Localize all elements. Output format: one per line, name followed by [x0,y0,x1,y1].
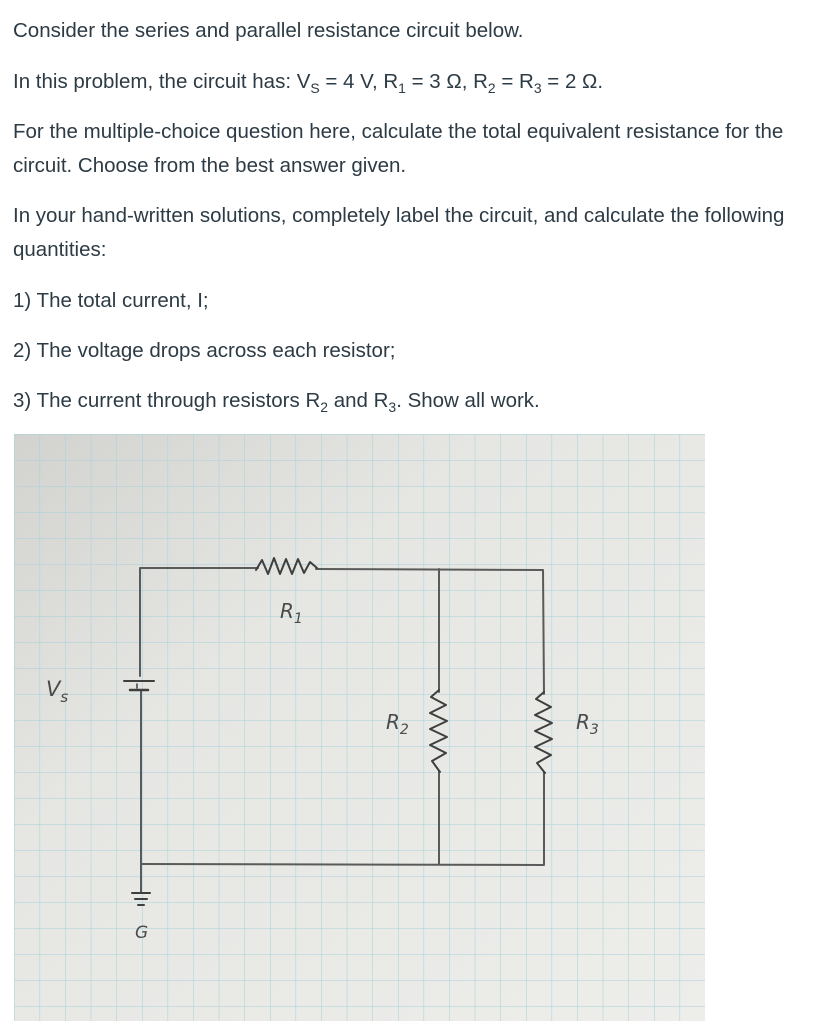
item-three-r3-subscript: 3 [388,398,397,415]
r1-value: = 3 Ω, R [405,70,488,93]
r2-subscript: 2 [487,79,496,96]
intro-paragraph: Consider the series and parallel resistance circuit below. [13,19,524,42]
item-total-current: 1) The total current, I; [13,289,209,312]
label-r3-main: R [576,710,590,734]
graph-paper-grid [14,434,705,1021]
label-r2-main: R [386,710,400,734]
item-voltage-drops: 2) The voltage drops across each resistor; [13,339,396,362]
vs-value: = 4 V, R [319,70,399,93]
item-three-r2-subscript: 2 [320,398,329,415]
written-instruction-paragraph: In your hand-written solutions, completely label the circuit, and calculate the following quantities: [13,204,785,261]
item-three-prefix: 3) The current through resistors R [13,389,321,412]
mc-instruction-paragraph: For the multiple-choice question here, calculate the total equivalent resistance for the circuit. Choose from the best answer given. [13,120,784,177]
values-prefix: In this problem, the circuit has: V [13,70,311,93]
label-r1-sub: 1 [293,611,303,627]
vs-subscript: S [310,79,320,96]
label-r2-sub: 2 [399,722,409,738]
item-three-suffix: . Show all work. [396,389,540,412]
r3-subscript: 3 [533,79,542,96]
label-r3-sub: 3 [589,722,599,738]
r1-subscript: 1 [398,79,406,96]
circuit-diagram [14,434,705,1021]
label-vs-main: V [46,677,61,701]
values-paragraph [13,65,603,99]
label-vs-sub: s [60,688,69,706]
label-ground: G [135,923,149,943]
item-three-mid: and R [328,389,389,412]
item-branch-currents [13,384,540,418]
wire-bottom [142,864,544,865]
circuit-photo [14,434,705,1021]
r3-value: = 2 Ω. [541,70,604,93]
r2-mid: = R [495,70,534,93]
label-r1-main: R [280,599,294,623]
